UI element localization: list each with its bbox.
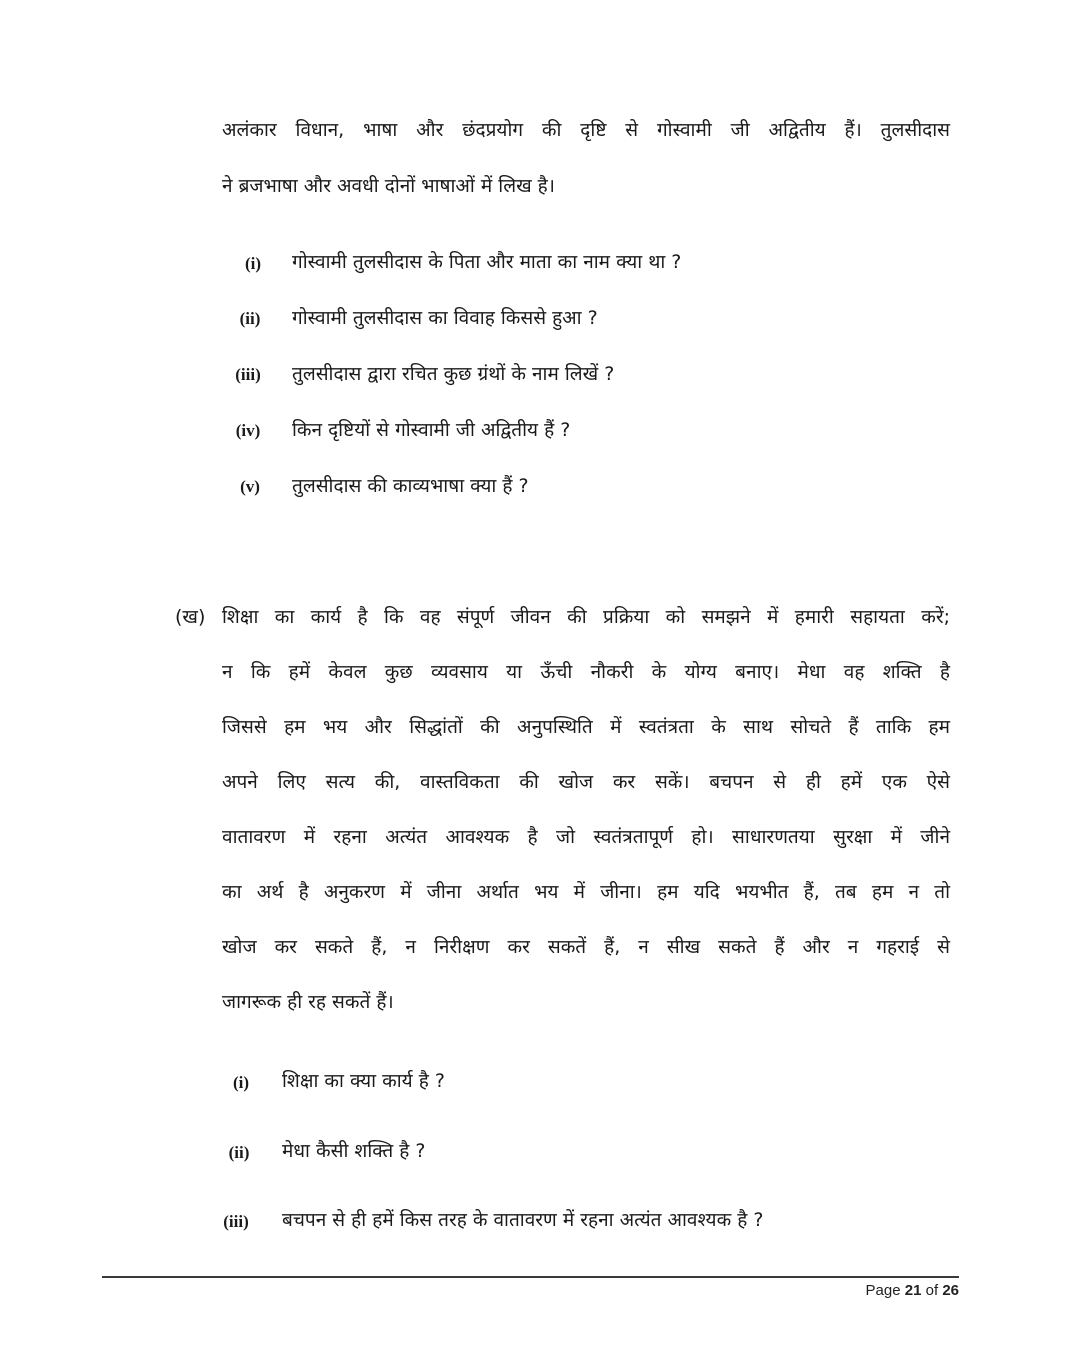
- footer-divider: [102, 1276, 959, 1278]
- section-label: (ख): [175, 606, 206, 628]
- paragraph-line: का अर्थ है अनुकरण में जीना अर्थात भय में जीना। हम यदि भयभीत हैं, तब हम न तो: [222, 881, 950, 903]
- question-label: (i): [232, 1073, 250, 1092]
- question-label: (ii): [239, 309, 261, 328]
- question-text: मेधा कैसी शक्ति है ?: [282, 1140, 426, 1162]
- question-text: गोस्वामी तुलसीदास का विवाह किससे हुआ ?: [292, 307, 598, 329]
- question-label: (iii): [223, 1212, 249, 1231]
- paragraph-line: अलंकार विधान, भाषा और छंदप्रयोग की दृष्टि से गोस्वामी जी अद्वितीय हैं। तुलसीदास: [222, 119, 950, 141]
- page-number: 21: [904, 1282, 922, 1299]
- paragraph-line: जागरूक ही रह सकतें हैं।: [222, 991, 394, 1013]
- question-label: (i): [244, 254, 262, 273]
- paragraph-line: न कि हमें केवल कुछ व्यवसाय या ऊँची नौकरी के योग्य बनाए। मेधा वह शक्ति है: [222, 661, 950, 683]
- question-text: शिक्षा का क्या कार्य है ?: [282, 1070, 445, 1092]
- question-text: तुलसीदास द्वारा रचित कुछ ग्रंथों के नाम लिखें ?: [292, 363, 615, 385]
- paragraph-line: जिससे हम भय और सिद्धांतों की अनुपस्थिति में स्वतंत्रता के साथ सोचते हैं ताकि हम: [222, 716, 950, 738]
- question-text: तुलसीदास की काव्यभाषा क्या हैं ?: [292, 475, 529, 497]
- paragraph-line: ने ब्रजभाषा और अवधी दोनों भाषाओं में लिख है।: [222, 175, 555, 197]
- paragraph-line: खोज कर सकते हैं, न निरीक्षण कर सकतें हैं, न सीख सकते हैं और न गहराई से: [222, 936, 950, 958]
- paragraph-line: अपने लिए सत्य की, वास्तविकता की खोज कर सकें। बचपन से ही हमें एक ऐसे: [222, 771, 950, 793]
- of-word: of: [925, 1282, 939, 1299]
- question-text: किन दृष्टियों से गोस्वामी जी अद्वितीय हैं ?: [292, 419, 571, 441]
- question-label: (iv): [235, 421, 261, 440]
- page-footer: [866, 1282, 959, 1299]
- question-text: बचपन से ही हमें किस तरह के वातावरण में रहना अत्यंत आवश्यक है ?: [282, 1209, 764, 1231]
- question-label: (iii): [235, 365, 261, 384]
- total-pages: 26: [942, 1282, 959, 1299]
- question-label: (v): [240, 477, 260, 496]
- question-text: गोस्वामी तुलसीदास के पिता और माता का नाम क्या था ?: [292, 251, 682, 273]
- question-label: (ii): [228, 1143, 250, 1162]
- paragraph-line: शिक्षा का कार्य है कि वह संपूर्ण जीवन की प्रक्रिया को समझने में हमारी सहायता करें;: [222, 606, 950, 628]
- paragraph-line: वातावरण में रहना अत्यंत आवश्यक है जो स्वतंत्रतापूर्ण हो। साधारणतया सुरक्षा में जीने: [222, 826, 950, 848]
- page-word: Page: [865, 1282, 901, 1299]
